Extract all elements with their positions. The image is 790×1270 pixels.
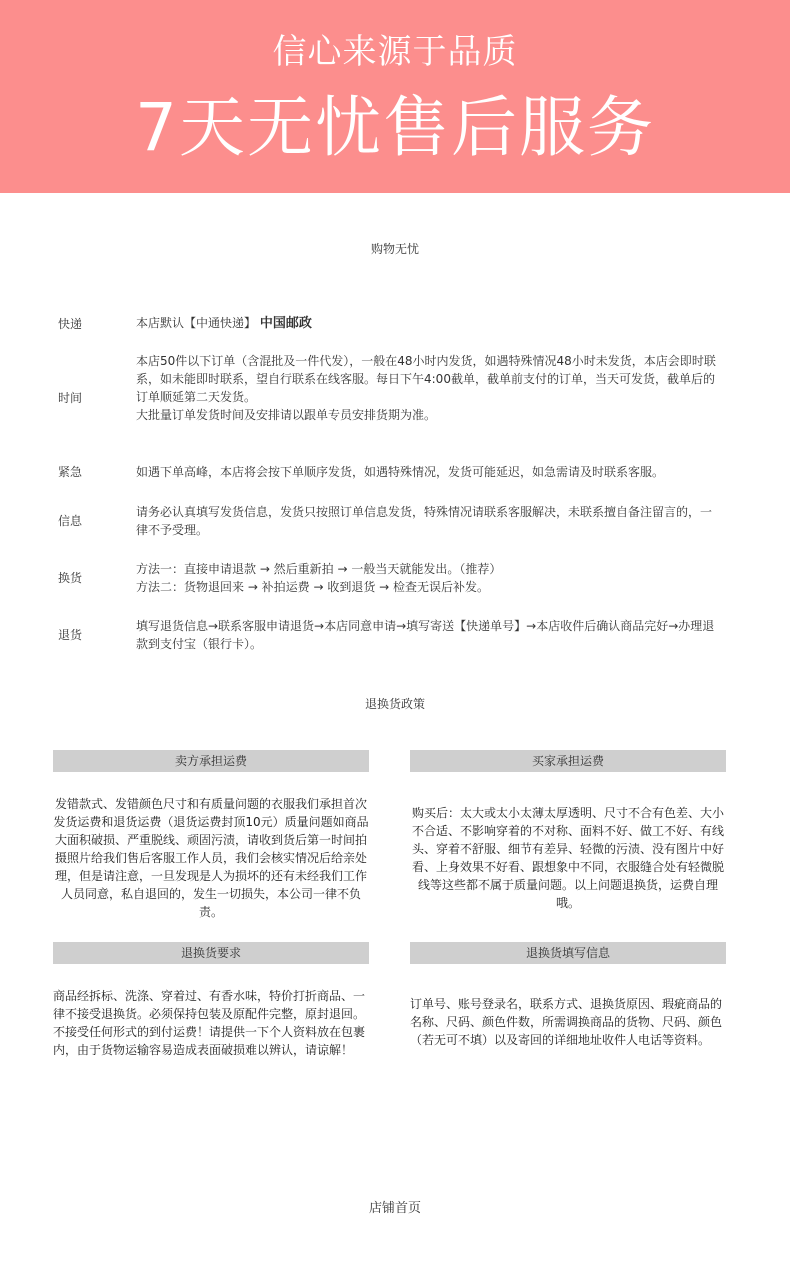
return-requirements-text: 商品经拆标、洗涤、穿着过、有香水味，特价打折商品、一律不接受退换货。必须保持包装及原配件完整，原封退回。不接受任何形式的到付运费！请提供一下个人资料放在包裹内，由于货物运输容易造成表面破损难以辨认，请谅解！ [53, 989, 366, 1057]
row-label: 紧急 [58, 465, 83, 479]
row-label: 退货 [58, 628, 83, 642]
row-content [136, 314, 722, 333]
seller-pays-text: 发错款式、发错颜色尺寸和有质量问题的衣服我们承担首次发货运费和退货运费（退货运费封顶10元）质量问题如商品大面积破损、严重脱线、顽固污渍，请收到货后第一时间拍摄照片给我们售后客服工作人员，我们会核实情况后给亲处理，但是请注意，一旦发现是人为损坏的还有未经我们工作人员同意，私自退回的，发生一切损失，本公司一律不负责。 [53, 797, 369, 919]
time-line-2: 大批量订单发货时间及安排请以跟单专员安排货期为准。 [136, 408, 437, 422]
exchange-method-1: 方法一：直接申请退款 → 然后重新拍 → 一般当天就能发出。（推荐） [136, 562, 502, 576]
buyer-pays-title: 买家承担运费 [410, 750, 726, 772]
buyer-pays-text: 购买后：太大或太小太薄太厚透明、尺寸不合有色差、大小不合适、不影响穿着的不对称、面料不好、做工不好、有线头、穿着不舒服、细节有差异、轻微的污渍、没有图片中好看、上身效果不好看、跟想象中不同，衣服缝合处有轻微脱线等这些都不属于质量问题。以上问题退换货，运费自理哦。 [411, 806, 724, 910]
return-info-title: 退换货填写信息 [410, 942, 726, 964]
return-requirements-title: 退换货要求 [53, 942, 369, 964]
return-info-text: 订单号、账号登录名，联系方式、退换货原因、瑕疵商品的名称、尺码、颜色件数，所需调换商品的货物、尺码、颜色（若无可不填）以及寄回的详细地址收件人电话等资料。 [410, 997, 723, 1047]
row-content: 请务必认真填写发货信息，发货只按照订单信息发货，特殊情况请联系客服解决，未联系擅自备注留言的，一律不予受理。 [136, 505, 713, 537]
row-label: 快递 [58, 317, 83, 331]
shopping-heading: 购物无忧 [370, 242, 419, 256]
time-line-1: 本店50件以下订单（含混批及一件代发），一般在48小时内发货，如遇特殊情况48小时未发货，本店会即时联系，如未能即时联系，望自行联系在线客服。每日下午4:00截单，截单前支付的订单，当天可发货，截单后的订单顺延第二天发货。 [136, 354, 716, 404]
promo-banner [0, 0, 790, 193]
banner-title: 7天无忧售后服务 [135, 89, 655, 166]
row-content: 如遇下单高峰，本店将会按下单顺序发货，如遇特殊情况，发货可能延迟，如急需请及时联系客服。 [136, 465, 665, 479]
exchange-method-2: 方法二：货物退回来 → 补拍运费 → 收到退货 → 检查无误后补发。 [136, 580, 490, 594]
seller-pays-title: 卖方承担运费 [53, 750, 369, 772]
express-text: 本店默认【中通快递】 [136, 316, 257, 330]
row-content [136, 560, 722, 596]
policy-heading: 退换货政策 [364, 697, 425, 711]
row-label: 时间 [58, 391, 83, 405]
row-content: 填写退货信息→联系客服申请退货→本店同意申请→填写寄送【快递单号】→本店收件后确认商品完好→办理退款到支付宝（银行卡）。 [136, 619, 715, 651]
row-label: 信息 [58, 514, 83, 528]
row-content [136, 352, 722, 424]
express-strong: 中国邮政 [259, 316, 312, 331]
banner-subtitle: 信心来源于品质 [272, 32, 518, 72]
shop-home-link[interactable]: 店铺首页 [368, 1201, 421, 1216]
row-label: 换货 [58, 571, 83, 585]
